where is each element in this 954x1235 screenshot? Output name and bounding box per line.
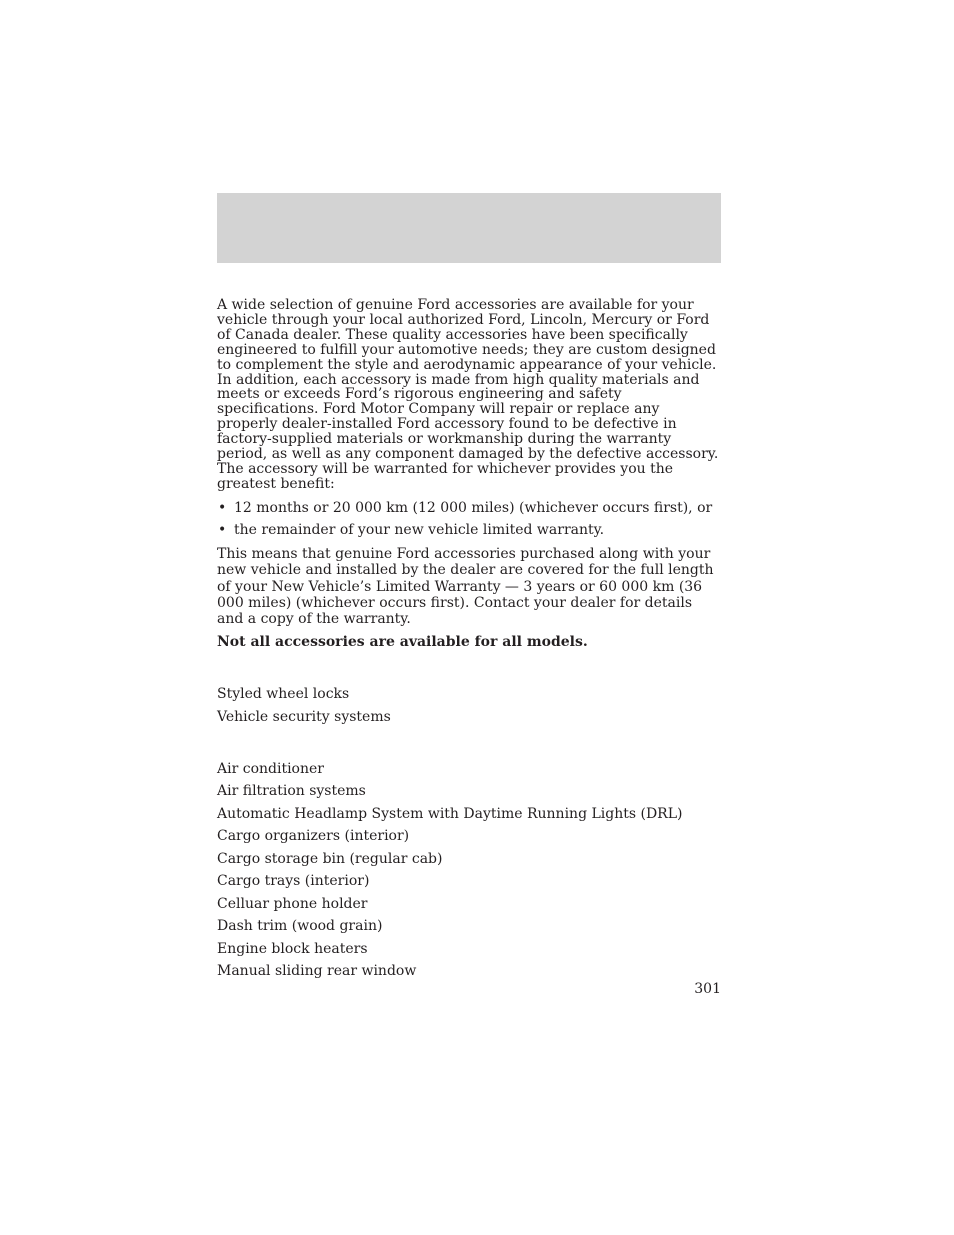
list-item: Engine block heaters bbox=[217, 940, 368, 957]
page-content bbox=[217, 298, 721, 987]
list-item: Dash trim (wood grain) bbox=[217, 918, 383, 935]
availability-note: Not all accessories are available for all models. bbox=[217, 634, 588, 651]
list-item: Vehicle security systems bbox=[217, 708, 391, 725]
list-item: Cargo organizers (interior) bbox=[217, 828, 410, 845]
coverage-paragraph: This means that genuine Ford accessories purchased along with your new vehicle and installed by the dealer are covered for the full length of your New Vehicle’s Limited Warranty — 3 years or 60 000 km (36 000 miles) (whichever occurs first). Contact your dealer for details and a copy of the warranty. bbox=[217, 546, 714, 628]
list-item: Automatic Headlamp System with Daytime Running Lights (DRL) bbox=[217, 805, 683, 822]
page-number: 301 bbox=[694, 981, 721, 997]
list-item: Cargo storage bin (regular cab) bbox=[217, 850, 443, 867]
bullet-text: 12 months or 20 000 km (12 000 miles) (whichever occurs first), or bbox=[234, 499, 713, 516]
security-accessory-list bbox=[217, 687, 721, 725]
comfort-accessory-list bbox=[217, 762, 721, 980]
section-header-band bbox=[217, 193, 721, 263]
warranty-bullet-list bbox=[217, 501, 721, 539]
bullet-item bbox=[217, 501, 721, 516]
list-item: Celluar phone holder bbox=[217, 895, 368, 912]
intro-paragraph: A wide selection of genuine Ford accessories are available for your vehicle through your local authorized Ford, Lincoln, Mercury or Ford of Canada dealer. These quality accessories have been specifically engineered to fulfill your automotive needs; they are custom designed to complement the style and aerodynamic appearance of your vehicle. In addition, each accessory is made from high quality materials and meets or exceeds Ford’s rigorous engineering and safety specifications. Ford Motor Company will repair or replace any properly dealer-installed Ford accessory found to be defective in factory-supplied materials or workmanship during the warranty period, as well as any component damaged by the defective accessory. The accessory will be warranted for whichever provides you the greatest benefit: bbox=[217, 297, 719, 492]
bullet-text: the remainder of your new vehicle limited warranty. bbox=[234, 522, 605, 539]
bullet-icon: • bbox=[218, 522, 227, 539]
list-item: Manual sliding rear window bbox=[217, 963, 417, 980]
list-item: Air conditioner bbox=[217, 760, 324, 777]
bullet-item bbox=[217, 523, 721, 538]
list-item: Cargo trays (interior) bbox=[217, 873, 370, 890]
bullet-icon: • bbox=[218, 499, 227, 516]
list-item: Air filtration systems bbox=[217, 783, 366, 800]
list-item: Styled wheel locks bbox=[217, 686, 350, 703]
